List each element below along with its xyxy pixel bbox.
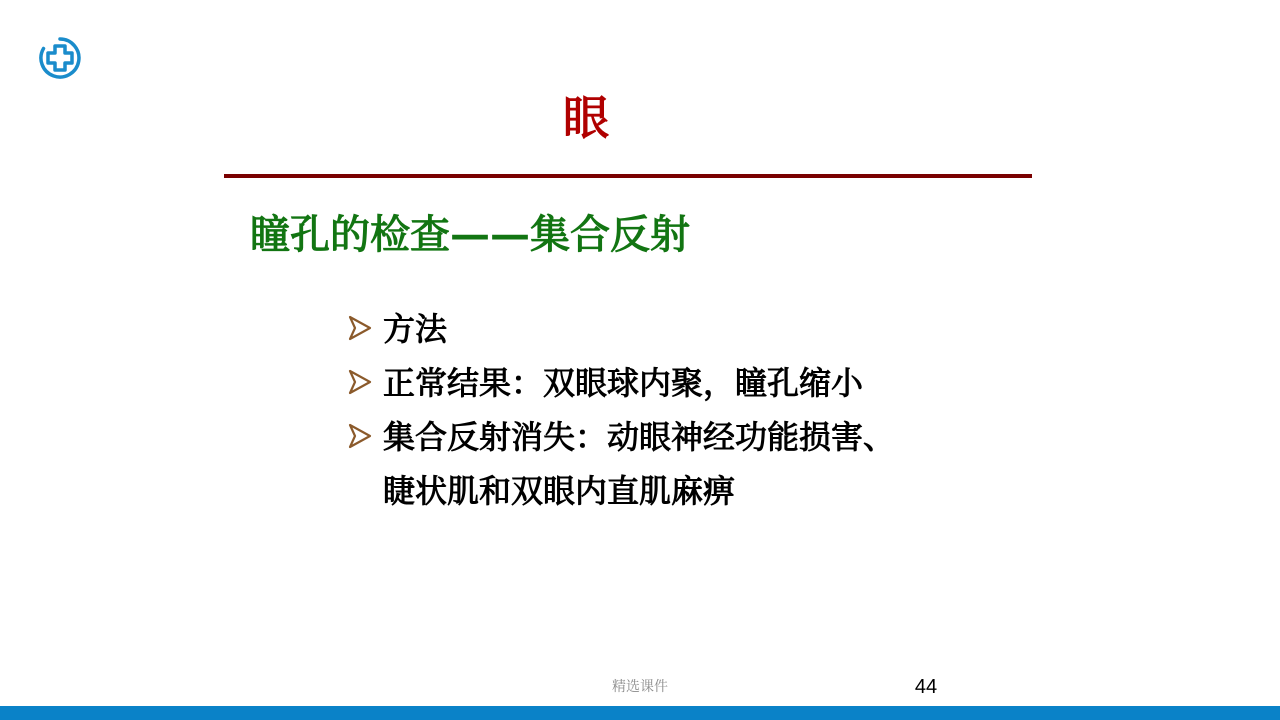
slide-title: 眼 xyxy=(563,91,609,145)
slide-logo xyxy=(38,36,82,80)
bottom-accent-bar xyxy=(0,706,1280,720)
medical-cross-icon xyxy=(38,36,82,80)
bullet-item-reflex-loss xyxy=(346,410,986,518)
triangle-arrow-icon xyxy=(348,315,372,341)
bullet-list xyxy=(346,302,986,518)
bullet-item-normal-result xyxy=(346,356,986,410)
slide-subtitle: 瞳孔的检查——集合反射 xyxy=(250,211,690,258)
bullet-item-method xyxy=(346,302,986,356)
bullet-text: 集合反射消失：动眼神经功能损害、 睫状肌和双眼内直肌麻痹 xyxy=(383,418,896,510)
triangle-arrow-icon xyxy=(348,423,372,449)
triangle-arrow-icon xyxy=(348,369,372,395)
page-number: 44 xyxy=(914,676,938,698)
bullet-text: 方法 xyxy=(383,310,448,348)
footer-caption: 精选课件 xyxy=(612,679,668,695)
bullet-text: 正常结果：双眼球内聚，瞳孔缩小 xyxy=(383,364,864,402)
title-divider xyxy=(224,174,1032,178)
